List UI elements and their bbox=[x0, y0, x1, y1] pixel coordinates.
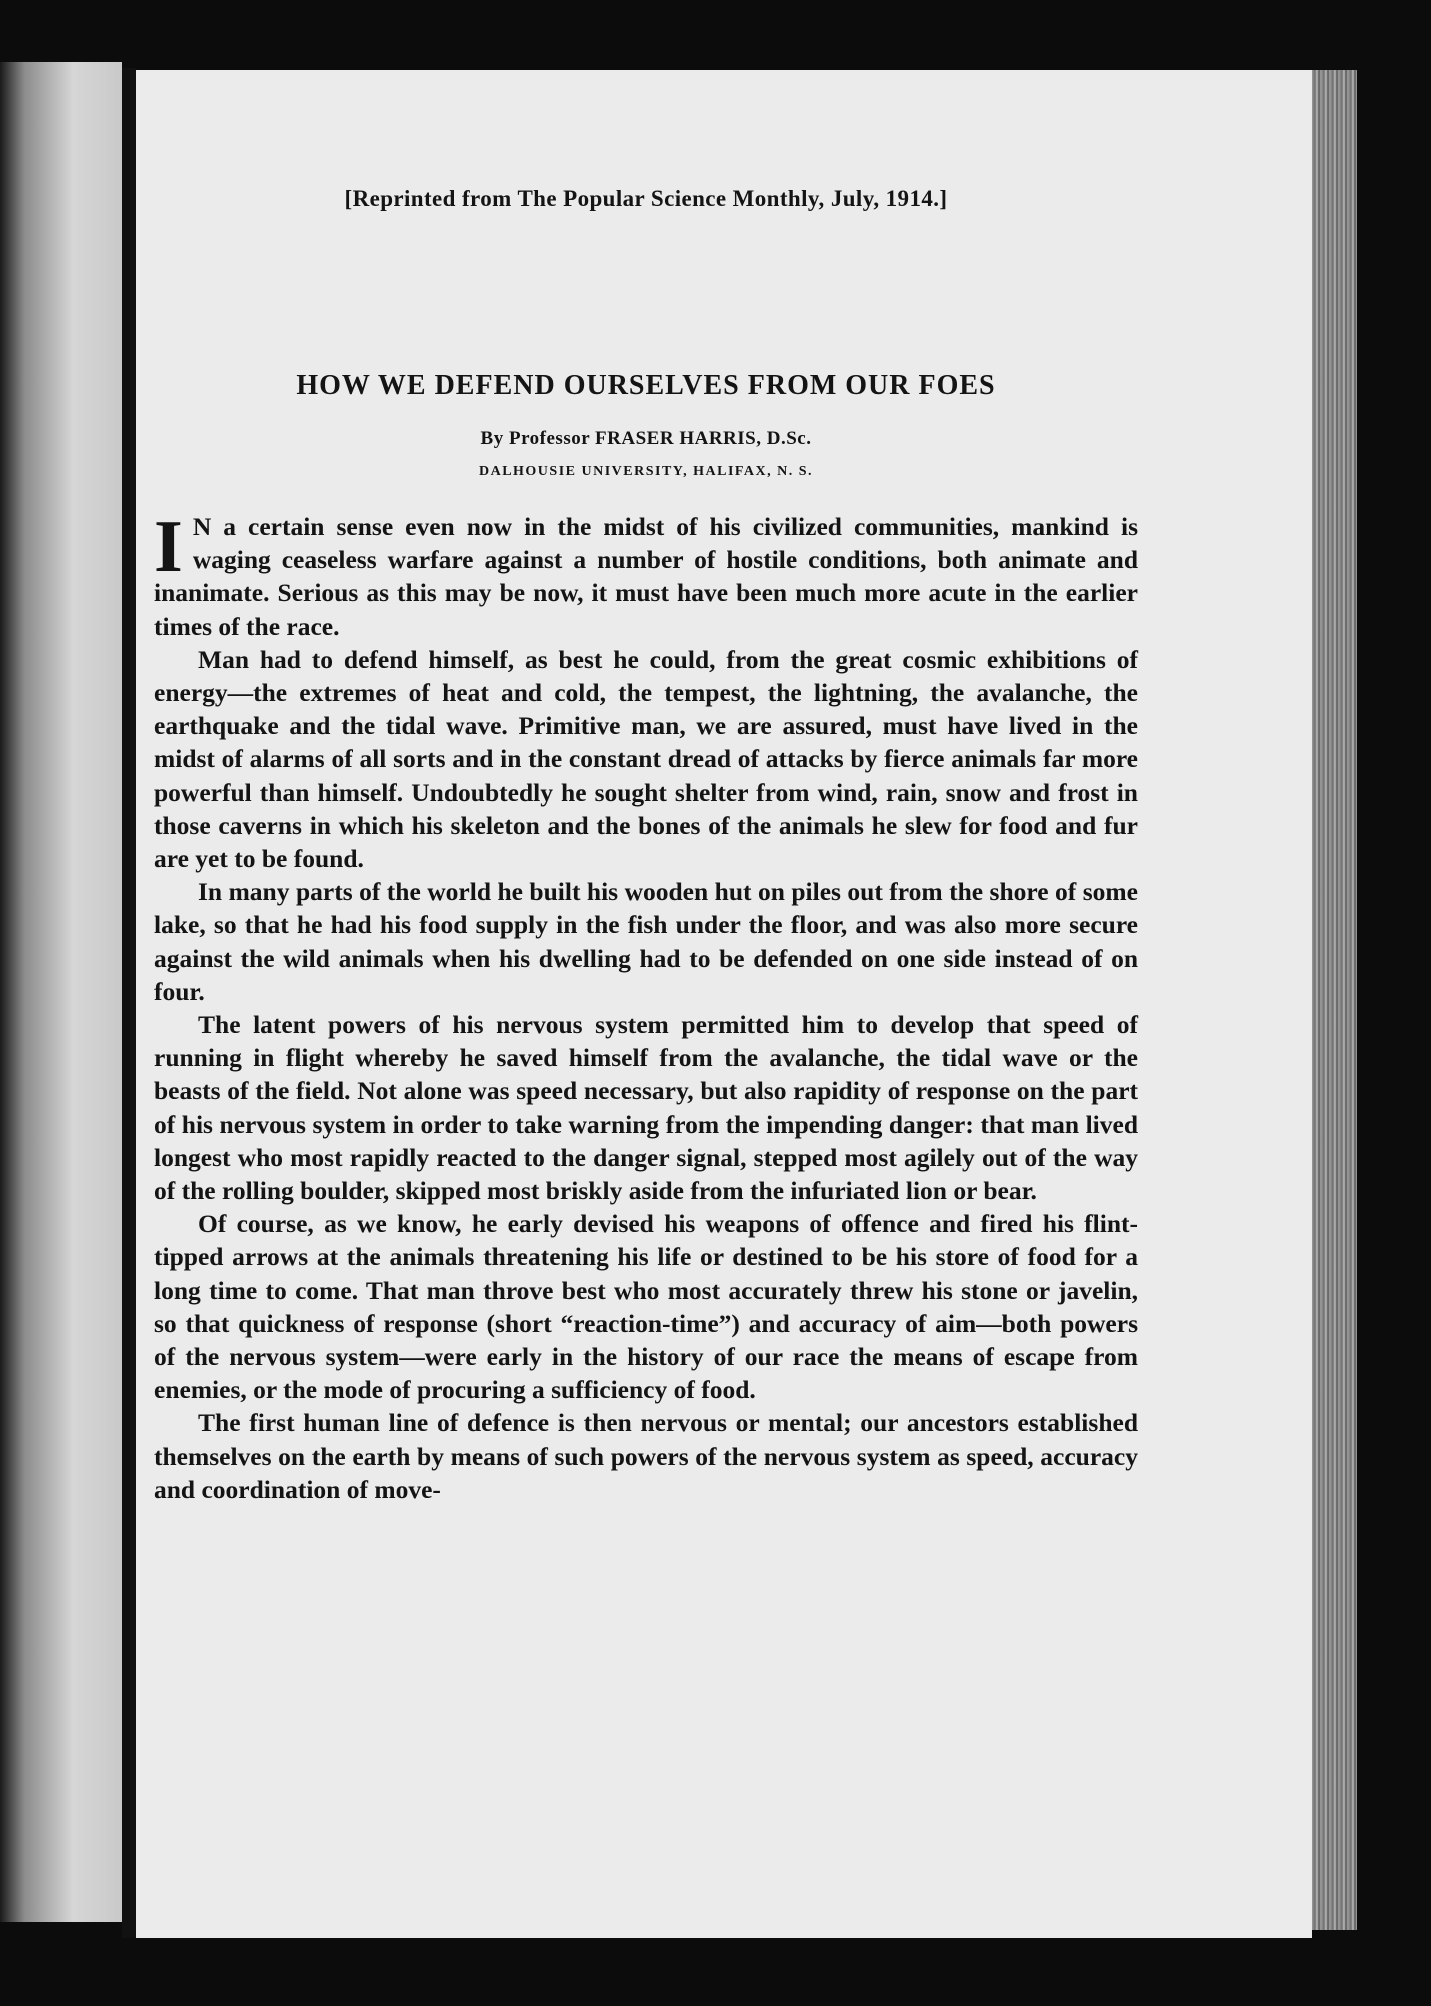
page-stack-edge bbox=[1312, 70, 1357, 1930]
book-gutter bbox=[122, 68, 136, 1938]
article-body bbox=[154, 506, 1138, 1506]
scan-background bbox=[1357, 70, 1431, 1930]
page-content bbox=[154, 110, 1138, 1506]
facing-page-edge bbox=[0, 62, 122, 1922]
paragraph: In many parts of the world he built his wooden hut on piles out from the shore of some lake, so that he had his food supply in the fish under the floor, and was also more secure against the wild animals when his dwelling had to be defended on one side instead of on four. bbox=[154, 877, 1138, 1006]
paragraph: Man had to defend himself, as best he could, from the great cosmic exhibitions of energy—the extremes of heat and cold, the tempest, the lightning, the avalanche, the earthquake and the tidal wave. Primitive man, we are assured, must have lived in the midst of alarms of all sorts and in the constant dread of attacks by fierce animals far more powerful than himself. Undoubtedly he sought shelter from wind, rain, snow and frost in those caverns in which his skeleton and the bones of the animals he slew for food and fur are yet to be found. bbox=[154, 644, 1138, 874]
paragraph-text: N a certain sense even now in the midst of his civilized communities, mankind is waging ceaseless warfare against a number of hostile conditions, both animate and inanimate. Serious as this may be now, it must have been much more acute in the earlier times of the race. bbox=[154, 512, 1138, 641]
paragraph: Of course, as we know, he early devised his weapons of offence and fired his flint-tipped arrows at the animals threatening his life or destined to be his store of food for a long time to come. That man throve best who most accurately threw his stone or javelin, so that quickness of response (short “reaction-time”) and accuracy of aim—both powers of the nervous system—were early in the history of our race the means of escape from enemies, or the mode of procuring a sufficiency of food. bbox=[154, 1209, 1138, 1405]
paragraph: The first human line of defence is then nervous or mental; our ancestors established themselves on the earth by means of such powers of the nervous system as speed, accuracy and coordination of move- bbox=[154, 1408, 1138, 1504]
paragraph bbox=[154, 506, 1138, 643]
author-byline: By Professor FRASER HARRIS, D.Sc. bbox=[480, 428, 812, 449]
paragraph: The latent powers of his nervous system permitted him to develop that speed of running in flight whereby he saved himself from the avalanche, the tidal wave or the beasts of the field. Not alone was speed necessary, but also rapidity of response on the part of his nervous system in order to take warning from the impending danger: that man lived longest who most rapidly reacted to the danger signal, stepped most agilely out of the way of the rolling boulder, skipped most briskly aside from the infuriated lion or bear. bbox=[154, 1010, 1138, 1206]
drop-cap: I bbox=[154, 506, 183, 588]
reprint-note: [Reprinted from The Popular Science Monthly, July, 1914.] bbox=[344, 186, 948, 211]
article-title: HOW WE DEFEND OURSELVES FROM OUR FOES bbox=[296, 370, 996, 401]
author-affiliation: DALHOUSIE UNIVERSITY, HALIFAX, N. S. bbox=[478, 464, 814, 479]
